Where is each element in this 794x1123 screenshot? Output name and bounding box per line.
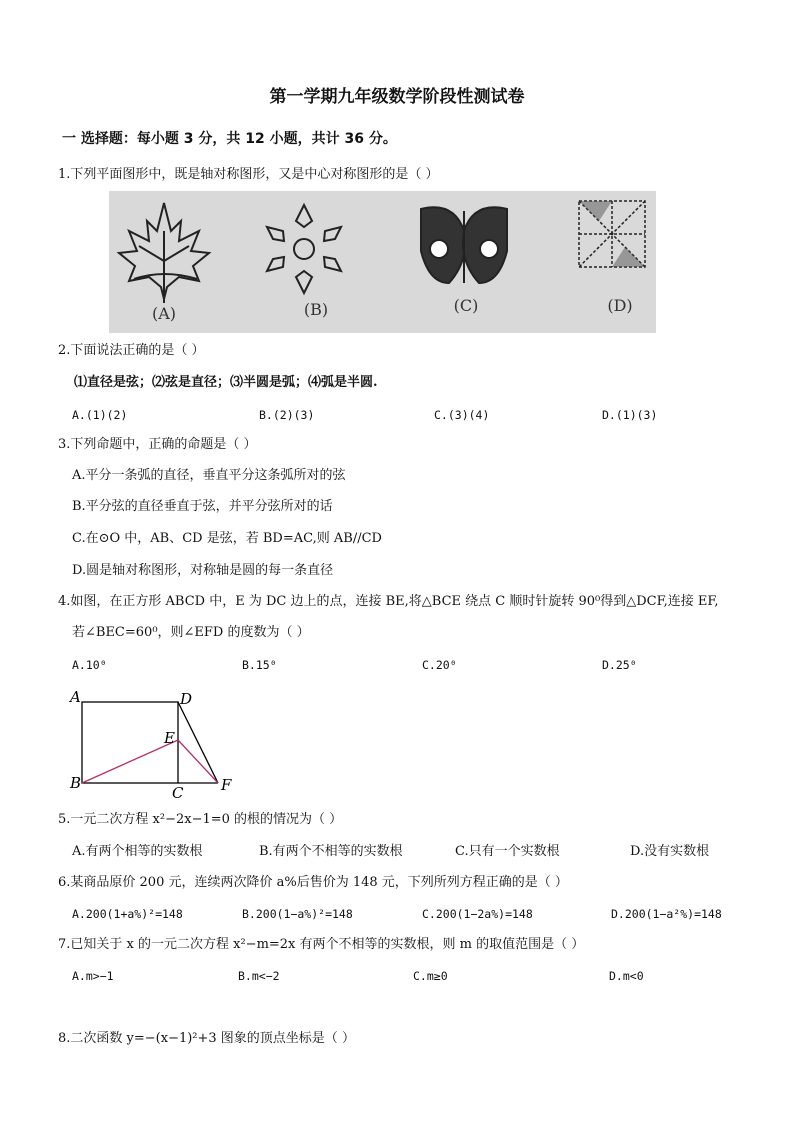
q2-option-c: C.(3)(4) xyxy=(434,408,490,422)
page-title: 第一学期九年级数学阶段性测试卷 xyxy=(269,87,525,107)
q4-option-d: D.25⁰ xyxy=(602,658,637,672)
question-7: 7.已知关于 x 的一元二次方程 x²−m=2x 有两个不相等的实数根，则 m 的取值范围是（ ） xyxy=(58,937,585,952)
figure-label-c: (C) xyxy=(453,296,479,315)
q2-option-d: D.(1)(3) xyxy=(602,408,658,422)
question-6: 6.某商品原价 200 元，连续两次降价 a%后售价为 148 元，下列所列方程正确的是（ ） xyxy=(58,875,568,890)
segment-df xyxy=(178,702,218,783)
q3-option-b: B.平分弦的直径垂直于弦，并平分弦所对的话 xyxy=(72,499,333,514)
q7-option-c: C.m≥0 xyxy=(413,969,448,983)
question-1: 1.下列平面图形中，既是轴对称图形，又是中心对称图形的是（ ） xyxy=(58,167,439,182)
q6-option-a: A.200(1+a%)²=148 xyxy=(72,907,183,921)
point-label-c: C xyxy=(172,784,184,800)
figure-label-b: (B) xyxy=(303,300,329,319)
question-2-statement: ⑴直径是弦；⑵弦是直径；⑶半圆是弧；⑷弧是半圆. xyxy=(74,375,378,390)
q5-option-a: A.有两个相等的实数根 xyxy=(72,844,203,859)
q5-option-b: B.有两个不相等的实数根 xyxy=(259,844,403,859)
question-5: 5.一元二次方程 x²−2x−1=0 的根的情况为（ ） xyxy=(58,812,343,827)
q4-option-a: A.10⁰ xyxy=(72,658,107,672)
q2-option-b: B.(2)(3) xyxy=(259,408,315,422)
snowflake-figure xyxy=(267,205,341,293)
q3-option-a: A.平分一条弧的直径，垂直平分这条弧所对的弦 xyxy=(72,468,346,483)
square-geometry-figure xyxy=(66,688,246,800)
section-heading: 一 选择题：每小题 3 分，共 12 小题，共计 36 分。 xyxy=(62,131,397,147)
question-3: 3.下列命题中，正确的命题是（ ） xyxy=(58,437,257,452)
figure-label-d: (D) xyxy=(607,296,633,315)
symmetry-figures-image xyxy=(109,191,656,333)
question-4-line2: 若∠BEC=60⁰，则∠EFD 的度数为（ ） xyxy=(72,625,310,640)
question-2: 2.下面说法正确的是（ ） xyxy=(58,343,205,358)
point-label-a: A xyxy=(70,688,81,706)
q4-option-b: B.15⁰ xyxy=(242,658,277,672)
q6-option-b: B.200(1−a%)²=148 xyxy=(242,907,353,921)
q6-option-d: D.200(1−a²%)=148 xyxy=(611,907,722,921)
q7-option-b: B.m<−2 xyxy=(238,969,280,983)
q5-option-c: C.只有一个实数根 xyxy=(455,844,560,859)
point-label-f: F xyxy=(221,776,232,794)
segment-ef xyxy=(178,740,218,783)
point-label-d: D xyxy=(180,690,193,708)
question-4: 4.如图，在正方形 ABCD 中，E 为 DC 边上的点，连接 BE,将△BCE 绕点 C 顺时针旋转 90⁰得到△DCF,连接 EF, xyxy=(58,594,719,609)
maple-leaf-figure xyxy=(119,203,209,303)
figure-label-a: (A) xyxy=(151,304,177,323)
q3-option-d: D.圆是轴对称图形，对称轴是圆的每一条直径 xyxy=(72,563,334,578)
pinwheel-figure xyxy=(579,201,645,267)
q4-option-c: C.20⁰ xyxy=(422,658,457,672)
q2-option-a: A.(1)(2) xyxy=(72,408,128,422)
q7-option-a: A.m>−1 xyxy=(72,969,114,983)
q5-option-d: D.没有实数根 xyxy=(630,844,710,859)
point-label-e: E xyxy=(164,729,175,747)
point-label-b: B xyxy=(70,774,82,792)
q6-option-c: C.200(1−2a%)=148 xyxy=(422,907,533,921)
butterfly-figure xyxy=(421,207,507,283)
question-8: 8.二次函数 y=−(x−1)²+3 图象的顶点坐标是（ ） xyxy=(58,1031,355,1046)
q7-option-d: D.m<0 xyxy=(609,969,644,983)
q3-option-c: C.在⊙O 中，AB、CD 是弦，若 BD=AC,则 AB//CD xyxy=(72,531,382,546)
